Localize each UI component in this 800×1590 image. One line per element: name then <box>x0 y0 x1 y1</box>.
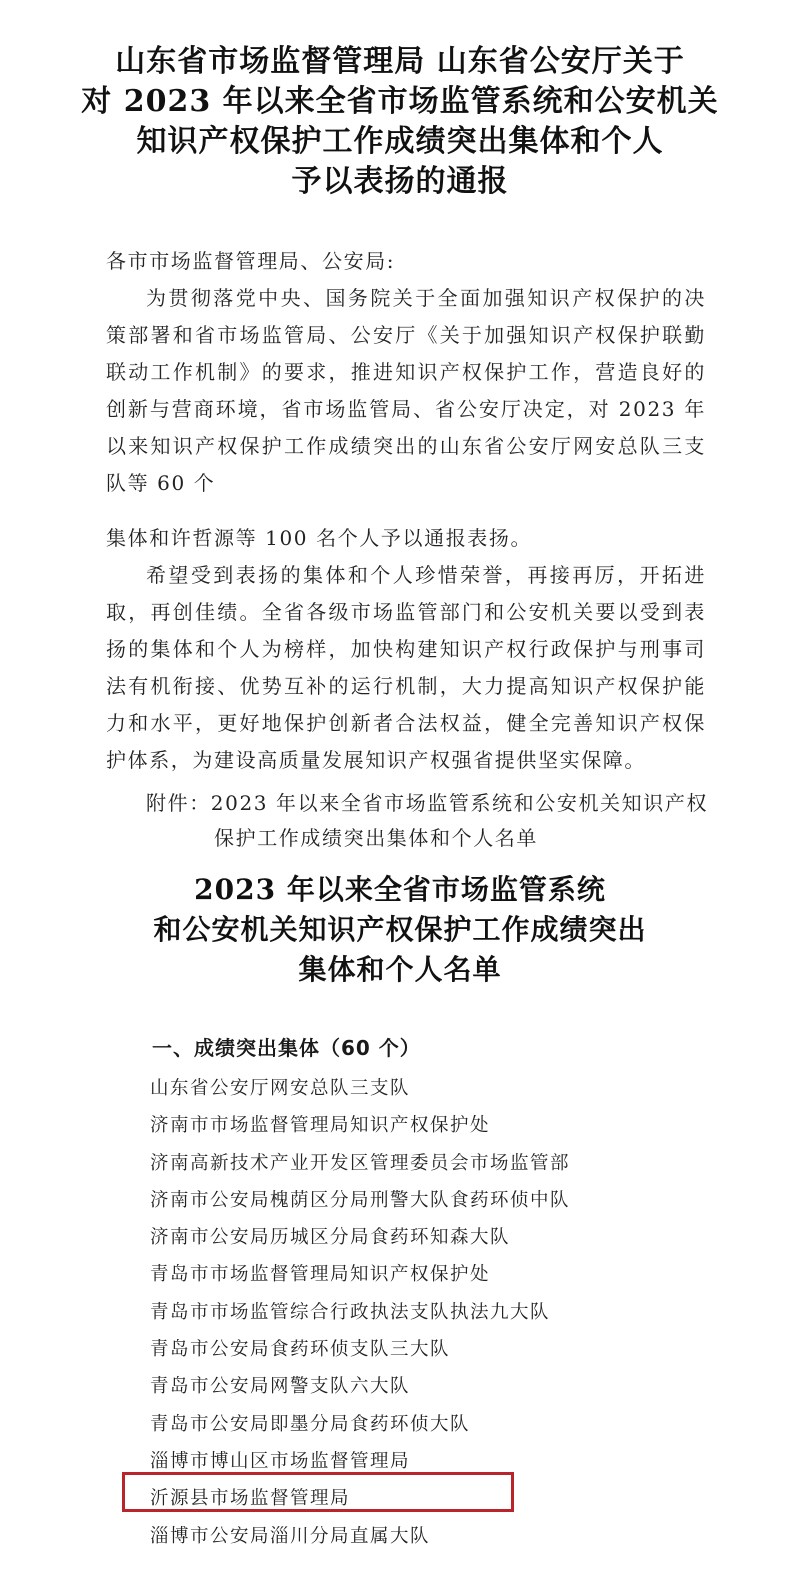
list-item: 淄博市公安局淄川分局直属大队 <box>150 1525 431 1547</box>
list-item: 青岛市公安局网警支队六大队 <box>150 1376 411 1398</box>
list-item: 淄博市博山区市场监督管理局 <box>150 1450 411 1472</box>
list-item: 青岛市市场监督管理局知识产权保护处 <box>150 1264 491 1286</box>
list-item: 济南市公安局槐荫区分局刑警大队食药环侦中队 <box>150 1189 571 1211</box>
list-item-highlighted: 沂源县市场监督管理局 <box>150 1488 351 1510</box>
list-title-line: 集体和个人名单 <box>298 953 502 986</box>
notice-title-line: 对 2023 年以来全省市场监管系统和公安机关 <box>81 84 719 119</box>
outstanding-groups-list <box>150 1070 570 1555</box>
list-title-line: 和公安机关知识产权保护工作成绩突出 <box>153 913 647 946</box>
list-item: 济南高新技术产业开发区管理委员会市场监管部 <box>150 1152 571 1174</box>
notice-title-line: 山东省市场监督管理局 山东省公安厅关于 <box>115 44 685 79</box>
list-title <box>0 870 800 990</box>
list-title-line: 2023 年以来全省市场监管系统 <box>194 873 606 906</box>
attachment-note <box>106 786 709 856</box>
paragraph-decision-end: 集体和许哲源等 100 名个人予以通报表扬。 <box>106 526 533 550</box>
paragraph-decision: 为贯彻落党中央、国务院关于全面加强知识产权保护的决策部署和省市场监管局、公安厅《关于加强知识产权保护联勤联动工作机制》的要求，推进知识产权保护工作，营造良好的创新与营商环境，省市场监管局、省公安厅决定，对 2023 年以来知识产权保护工作成绩突出的山东省公安厅网安总队三支队等 60 个 <box>106 286 706 495</box>
list-item: 山东省公安厅网安总队三支队 <box>150 1078 411 1099</box>
notice-title <box>0 42 800 202</box>
attachment-line: 附件：2023 年以来全省市场监管系统和公安机关知识产权 <box>146 791 709 815</box>
notice-title-line: 予以表扬的通报 <box>291 164 509 199</box>
list-item: 济南市公安局历城区分局食药环知森大队 <box>150 1227 511 1249</box>
attachment-line: 保护工作成绩突出集体和个人名单 <box>214 826 538 850</box>
list-item: 青岛市公安局即墨分局食药环侦大队 <box>150 1413 471 1435</box>
notice-title-line: 知识产权保护工作成绩突出集体和个人 <box>136 124 664 159</box>
list-item: 青岛市公安局食药环侦支队三大队 <box>150 1339 451 1361</box>
list-item: 济南市市场监督管理局知识产权保护处 <box>150 1115 491 1137</box>
list-item: 青岛市市场监管综合行政执法支队执法九大队 <box>150 1301 551 1323</box>
paragraph-encouragement: 希望受到表扬的集体和个人珍惜荣誉，再接再厉，开拓进取，再创佳绩。全省各级市场监管部门和公安机关要以受到表扬的集体和个人为榜样，加快构建知识产权行政保护与刑事司法有机衔接、优势互补的运行机制，大力提高知识产权保护能力和水平，更好地保护创新者合法权益，健全完善知识产权保护体系，为建设高质量发展知识产权强省提供坚实保障。 <box>106 563 706 772</box>
salutation: 各市市场监督管理局、公安局: <box>106 249 396 273</box>
notice-body <box>106 243 706 779</box>
section-heading: 一、成绩突出集体（60 个） <box>152 1036 421 1060</box>
